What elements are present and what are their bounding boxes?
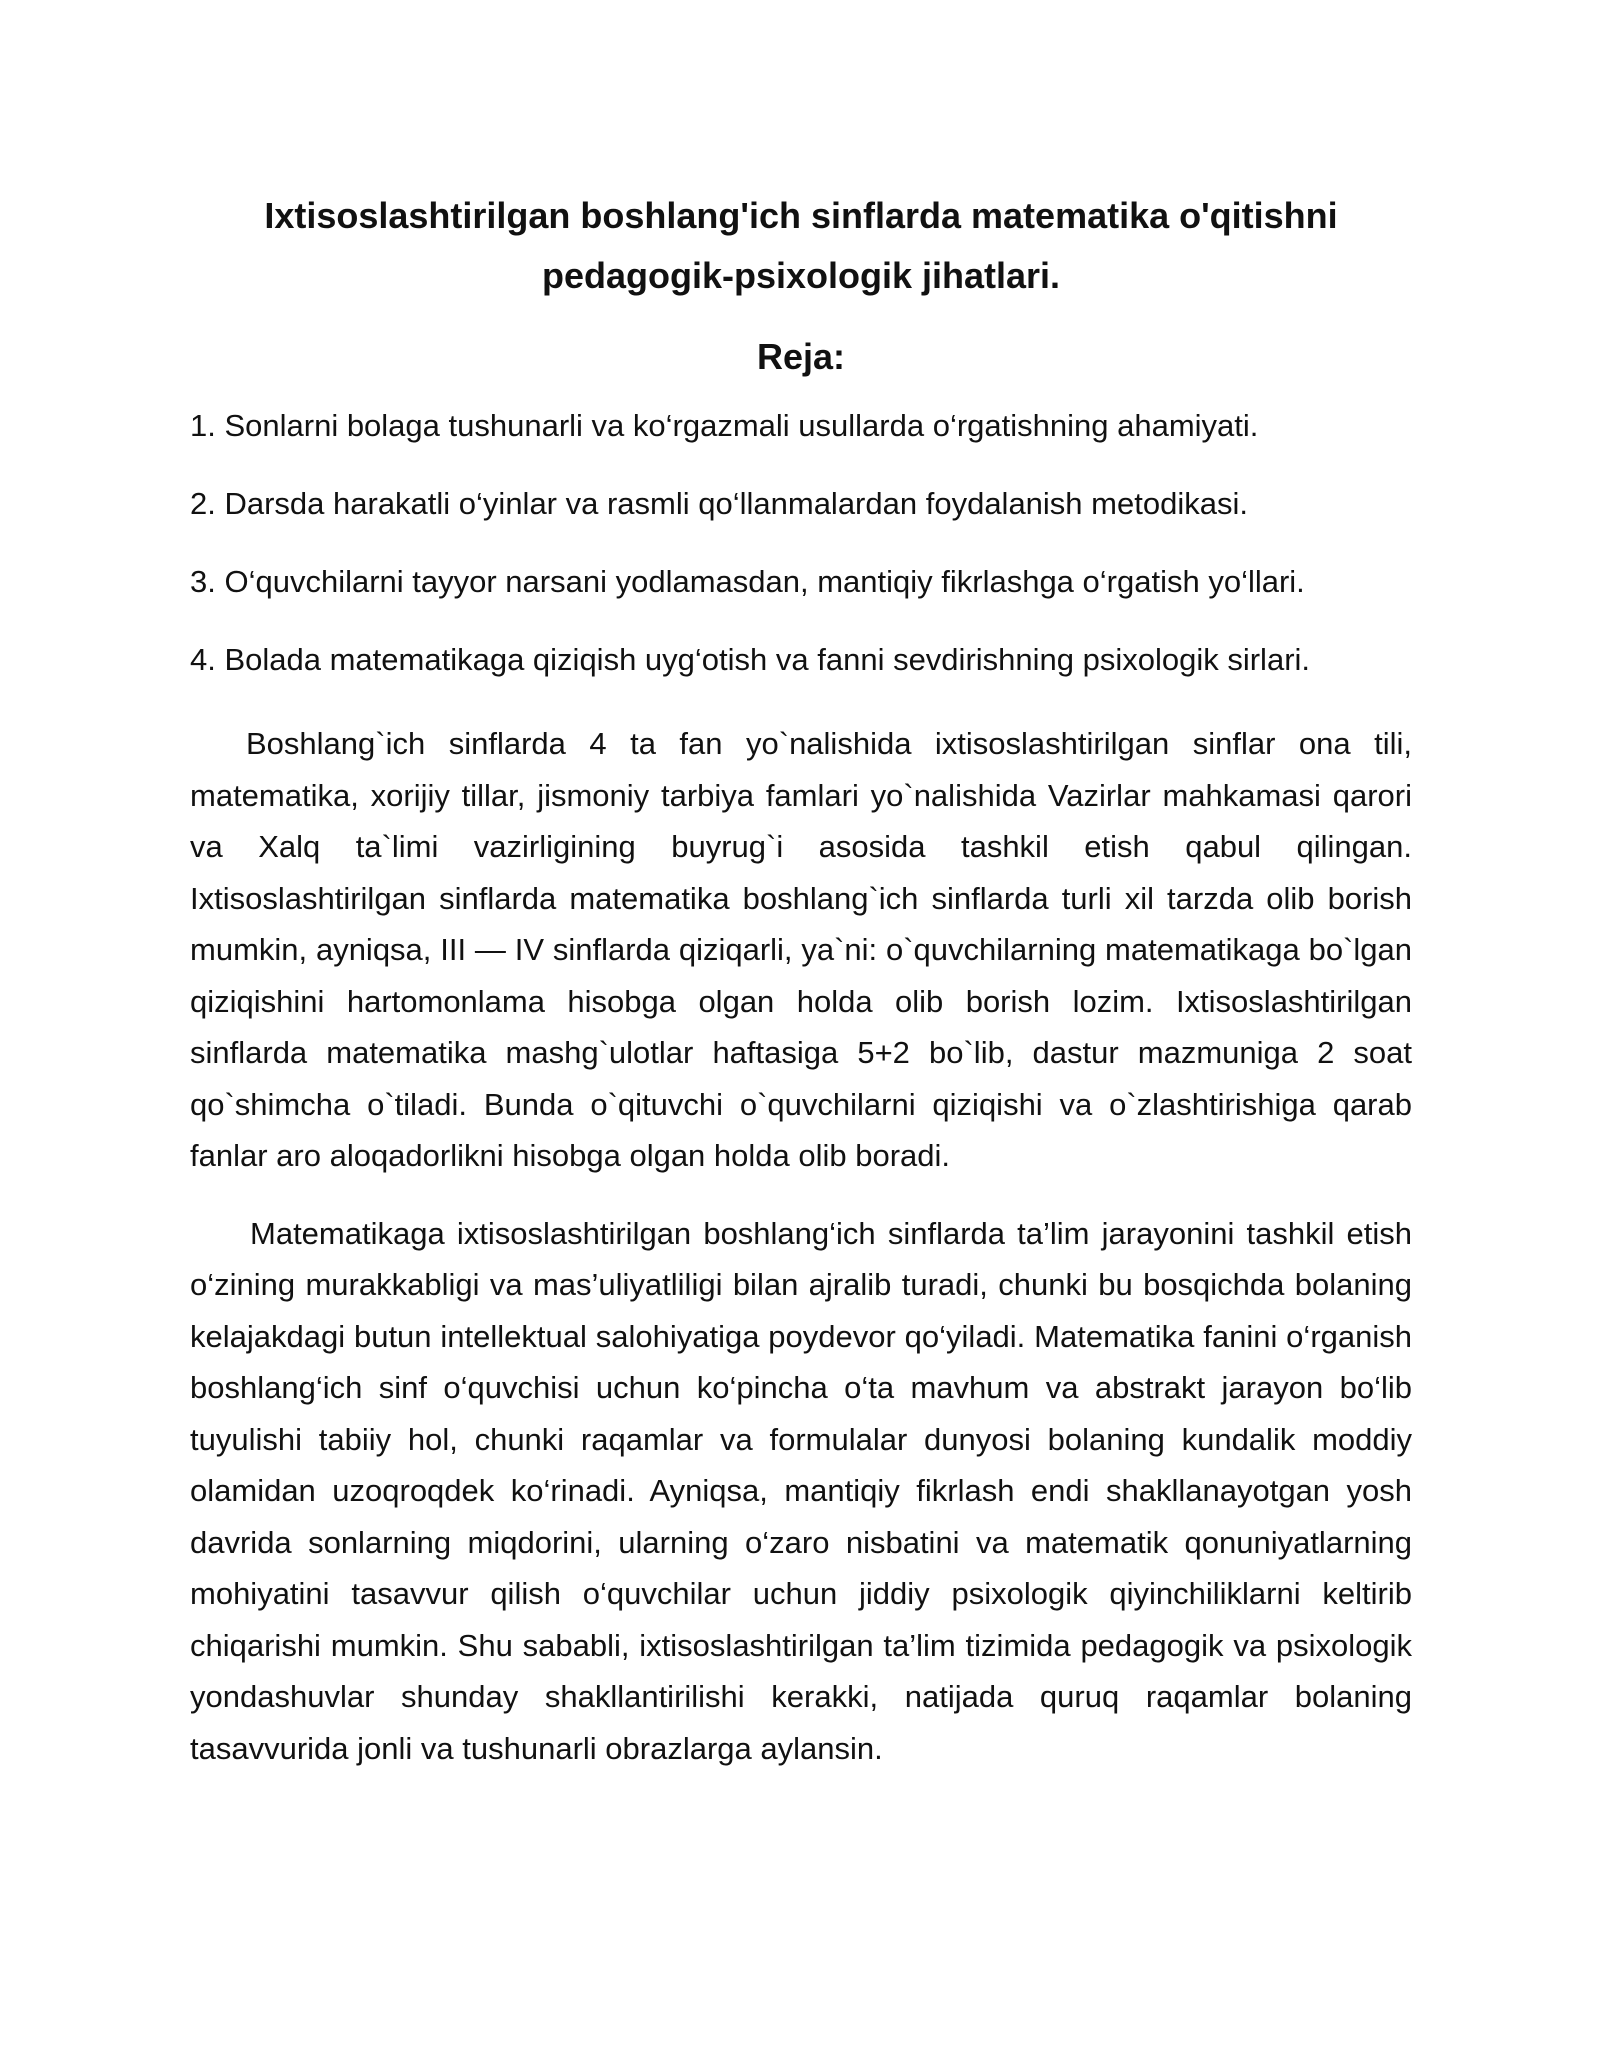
document-page — [190, 186, 1412, 1774]
plan-heading: Reja: — [756, 336, 846, 377]
body-paragraph-1: Boshlang`ich sinflarda 4 ta fan yo`nalishida ixtisoslashtirilgan sinflar ona tili, matematika, xorijiy tillar, jismoniy tarbiya famlari yo`nalishida Vazirlar mahkamasi qarori va Xalq ta`limi vazirligining buyrug`i asosida tashkil etish qabul qilingan. Ixtisoslashtirilgan sinflarda matematika boshlang`ich sinflarda turli xil tarzda olib borish mumkin, ayniqsa, III — IV sinflarda qiziqarli, ya`ni: o`quvchilarning matematikaga bo`lgan qiziqishini hartomonlama hisobga olgan holda olib borish lozim. Ixtisoslashtirilgan sinflarda matematika mashg`ulotlar haftasiga 5+2 bo`lib, dastur mazmuniga 2 soat qo`shimcha o`tiladi. Bunda o`qituvchi o`quvchilarni qiziqishi va o`zlashtirishiga qarab fanlar aro aloqadorlikni hisobga olgan holda olib boradi. — [190, 726, 1412, 1173]
plan-item-2: 2. Darsda harakatli o‘yinlar va rasmli qo‘llanmalardan foydalanish metodikasi. — [190, 486, 1248, 521]
plan-item-1: 1. Sonlarni bolaga tushunarli va ko‘rgazmali usullarda o‘rgatishning ahamiyati. — [190, 408, 1259, 443]
title-line-2: pedagogik-psixologik jihatlari. — [541, 255, 1061, 296]
plan-item-3: 3. O‘quvchilarni tayyor narsani yodlamasdan, mantiqiy fikrlashga o‘rgatish yo‘llari. — [190, 564, 1305, 599]
plan-item-4: 4. Bolada matematikaga qiziqish uyg‘otish va fanni sevdirishning psixologik sirlari. — [190, 642, 1311, 677]
document-title — [190, 186, 1412, 306]
plan-list — [190, 406, 1412, 680]
title-line-1: Ixtisoslashtirilgan boshlang'ich sinflarda matematika o'qitishni — [264, 195, 1338, 236]
body-paragraph-2: Matematikaga ixtisoslashtirilgan boshlang‘ich sinflarda ta’lim jarayonini tashkil etish o‘zining murakkabligi va mas’uliyatliligi bilan ajralib turadi, chunki bu bosqichda bolaning kelajakdagi butun intellektual salohiyatiga poydevor qo‘yiladi. Matematika fanini o‘rganish boshlang‘ich sinf o‘quvchisi uchun ko‘pincha o‘ta mavhum va abstrakt jarayon bo‘lib tuyulishi tabiiy hol, chunki raqamlar va formulalar dunyosi bolaning kundalik moddiy olamidan uzoqroqdek ko‘rinadi. Ayniqsa, mantiqiy fikrlash endi shakllanayotgan yosh davrida sonlarning miqdorini, ularning o‘zaro nisbatini va matematik qonuniyatlarning mohiyatini tasavvur qilish o‘quvchilar uchun jiddiy psixologik qiyinchiliklarni keltirib chiqarishi mumkin. Shu sababli, ixtisoslashtirilgan ta’lim tizimida pedagogik va psixologik yondashuvlar shunday shakllantirilishi kerakki, natijada quruq raqamlar bolaning tasavvurida jonli va tushunarli obrazlarga aylansin. — [190, 1215, 1412, 1766]
